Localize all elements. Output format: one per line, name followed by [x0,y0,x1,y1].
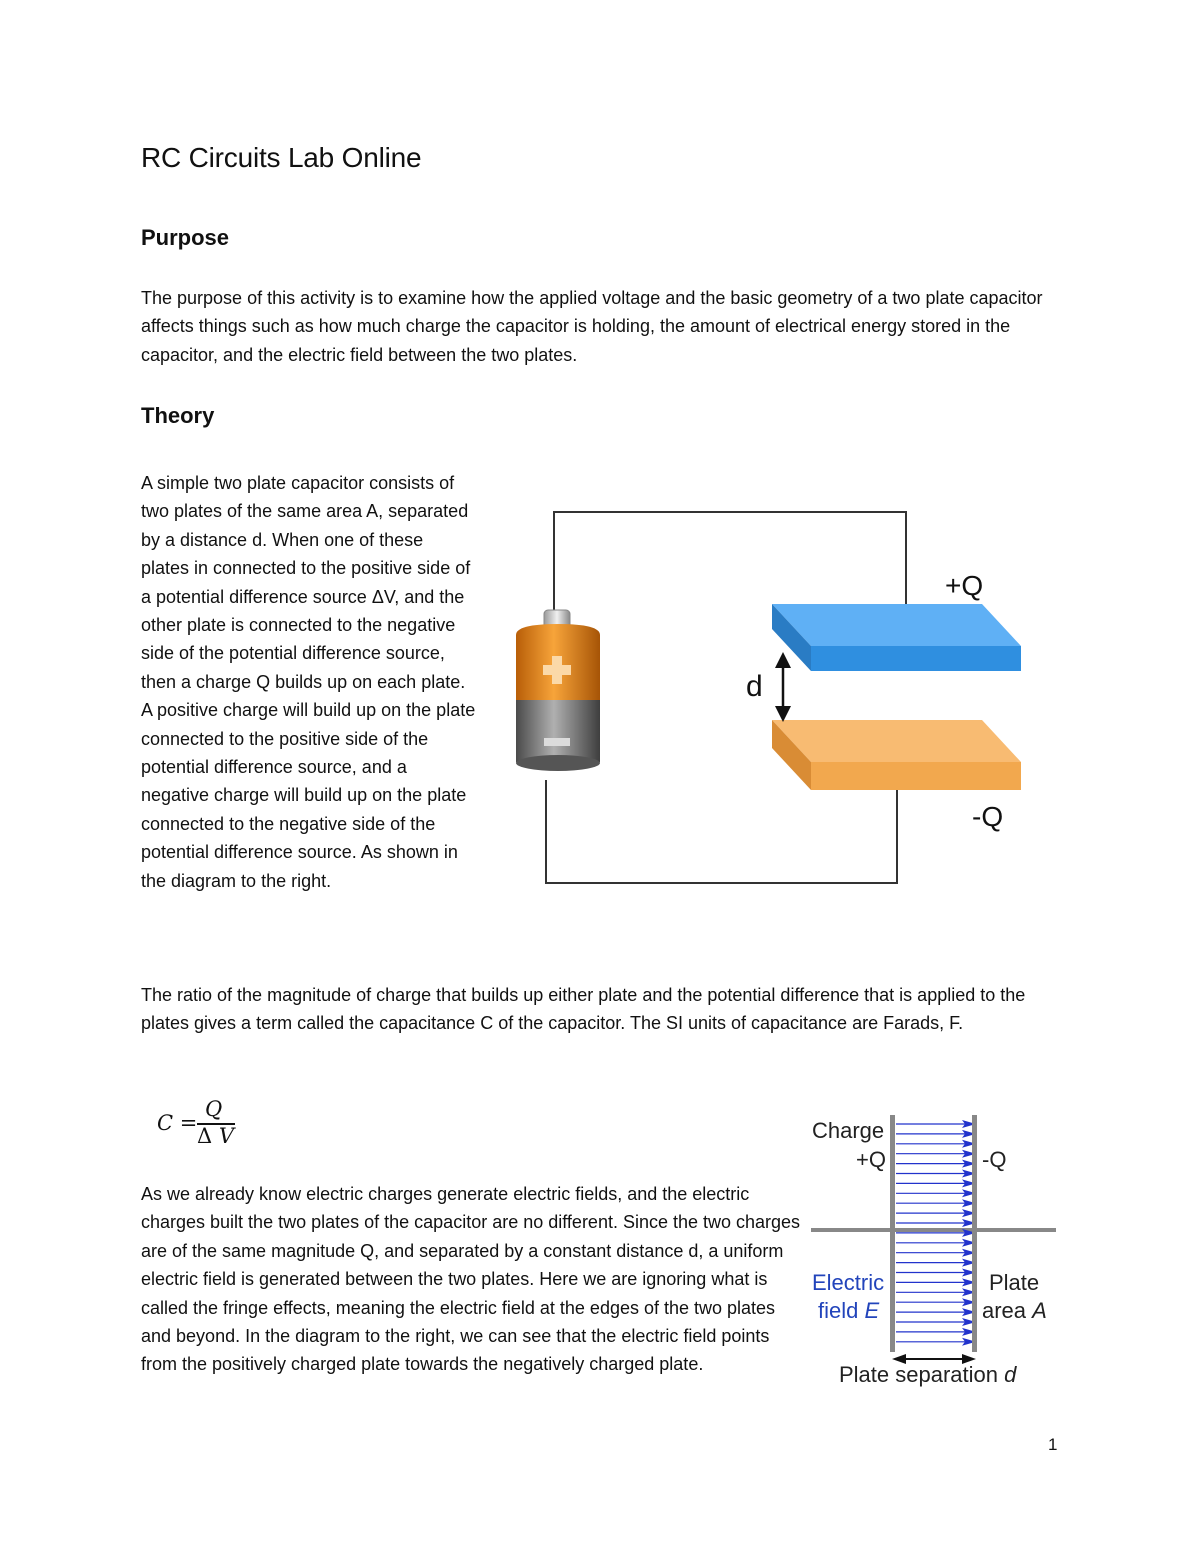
wire-bottom [546,780,897,883]
theory-paragraph-1: A simple two plate capacitor consists of two plates of the same area A, separated by a distance d. When one of these plates in connected to the positive side of a potential difference source ΔV, and the other plate is connected to the negative side of the potential difference source, then a charge Q builds up on each plate. A positive charge will build up on the plate connected to the positive side of the potential difference source, and a negative charge will build up on the plate connected to the negative side of the potential difference source. As shown in the diagram to the right. [141,473,476,891]
wire-top [554,512,906,612]
double-arrow-icon [775,652,791,722]
label-plate: Plate [989,1270,1040,1295]
page-title: RC Circuits Lab Online [141,142,422,173]
electric-field-diagram [808,1110,1058,1390]
label-plus-q: +Q [945,570,984,601]
positive-plate [890,1115,895,1352]
label-field-plus-q: +Q [856,1147,886,1172]
bottom-plate-negative [772,720,1021,790]
formula-numerator: Q [205,1097,223,1121]
label-area-a: area A [982,1298,1047,1323]
label-d: d [746,670,763,703]
label-electric: Electric [812,1270,885,1295]
theory-paragraph-2: The ratio of the magnitude of charge that builds up either plate and the potential difference that is applied to the plates gives a term called the capacitance C of the capacitor. The SI units of capacitance are Farads, F. [141,985,1026,1034]
page-number: 1 [1048,1435,1058,1454]
capacitor-circuit-diagram [500,500,1040,900]
label-plate-separation: Plate separation d [839,1362,1017,1387]
theory-heading: Theory [141,403,215,428]
field-lines [896,1120,976,1346]
theory-paragraph-3: As we already know electric charges generate electric fields, and the electric charges built the two plates of the capacitor are no different. Since the two charges are of the same magnitude Q, and separated by a constant distance d, a uniform electric field is generated between the two plates. Here we are ignoring what is called the fringe effects, meaning the electric field at the edges of the two plates and beyond. In the diagram to the right, we can see that the electric field points from the positively charged plate towards the negatively charged plate. [141,1184,801,1375]
formula-denominator: Δ V [197,1124,235,1148]
label-minus-q: -Q [972,801,1004,832]
battery-icon [516,610,600,771]
label-field-e: field E [818,1298,880,1323]
formula-lhs: C = [157,1111,198,1135]
negative-plate [972,1115,977,1352]
label-charge: Charge [812,1118,885,1143]
purpose-paragraph: The purpose of this activity is to examine how the applied voltage and the basic geometry of a two plate capacitor affects things such as how much charge the capacitor is holding, the amount of electrical energy stored in the capacitor, and the electric field between the two plates. [141,288,1043,365]
purpose-heading: Purpose [141,225,230,250]
label-field-minus-q: -Q [982,1147,1007,1172]
top-plate-positive [772,604,1021,671]
